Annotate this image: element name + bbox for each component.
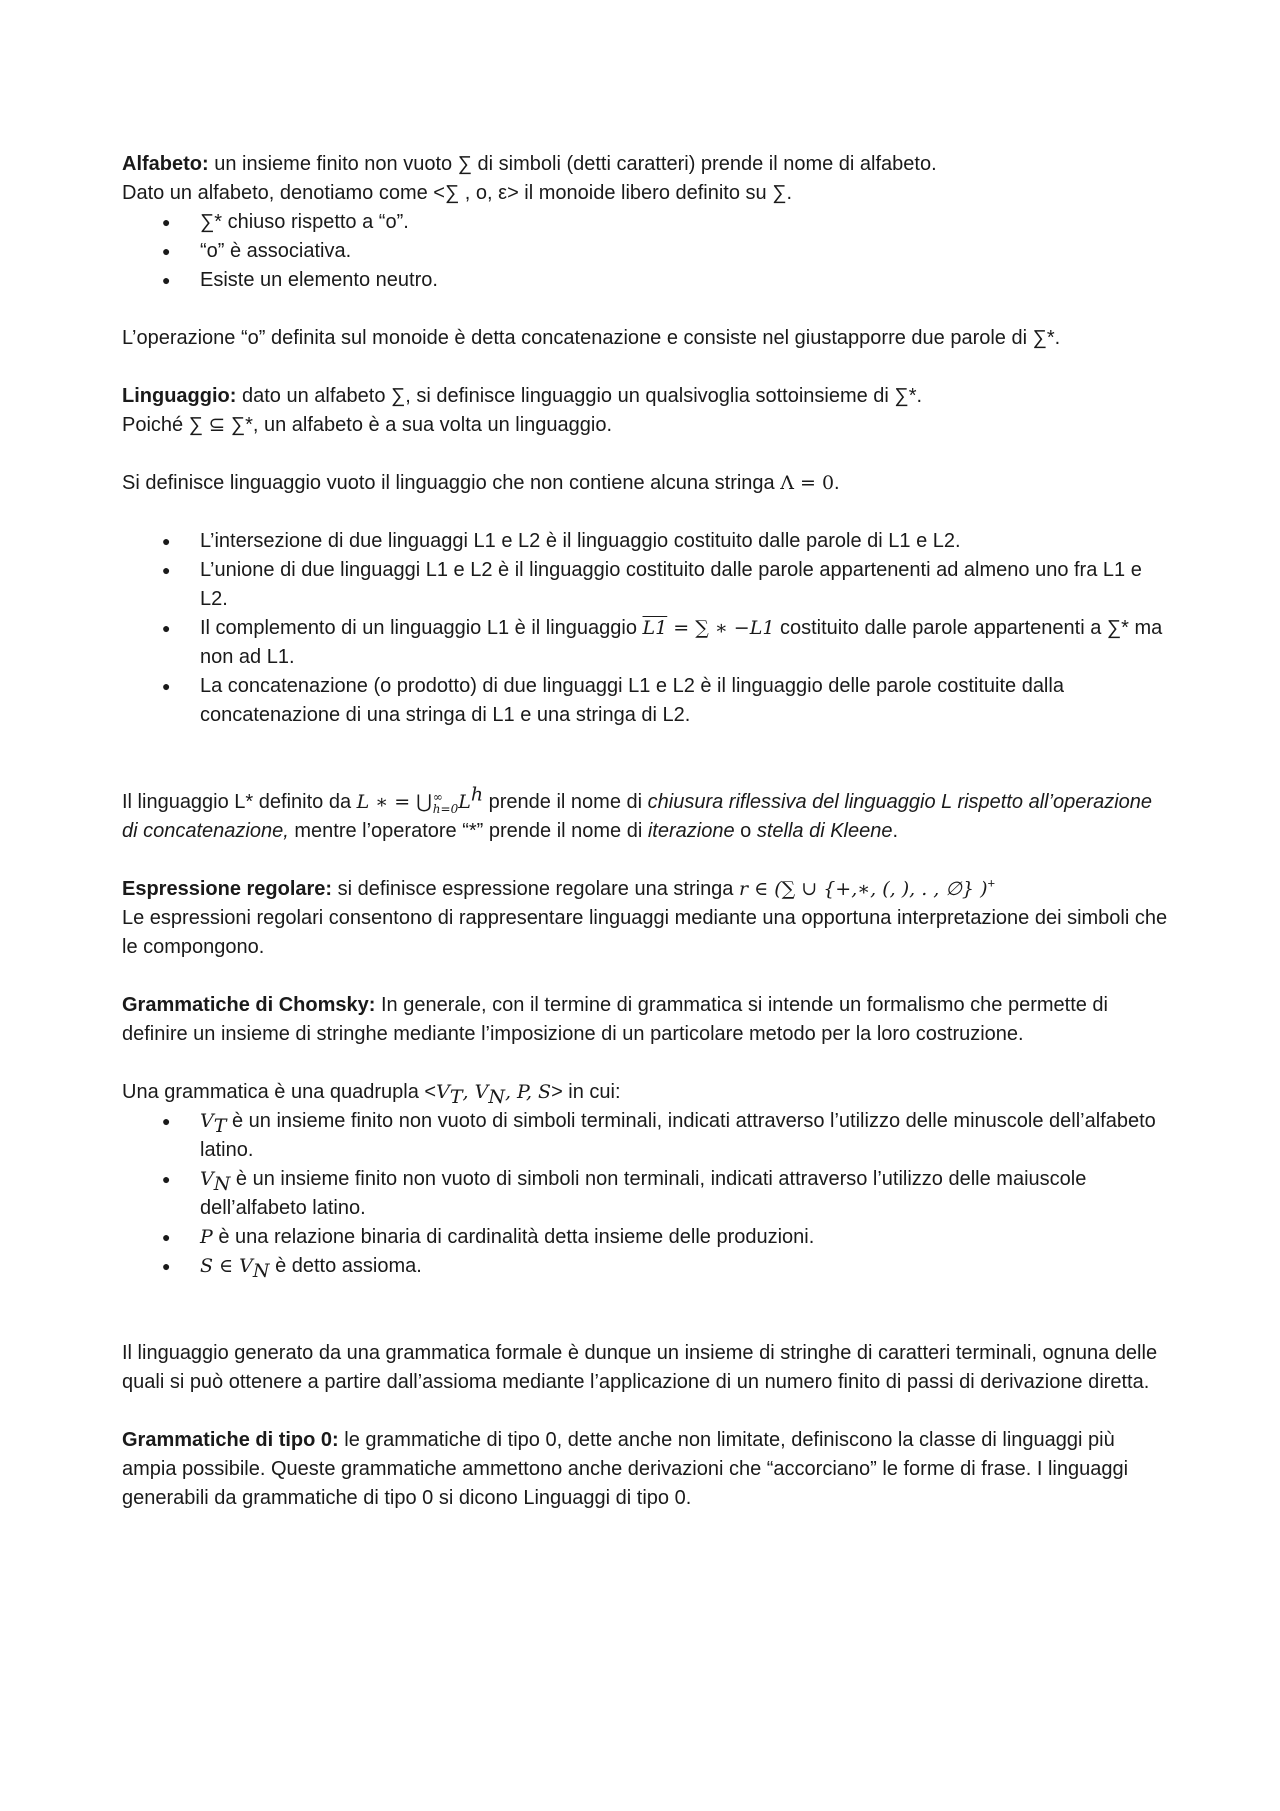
list-item: ● Il complemento di un linguaggio L1 è il linguaggio L1 = ∑ ∗ −L1 costituito dalle parole appartenenti a ∑* ma non ad L1. <box>122 614 1172 672</box>
union-symbol: ⋃ <box>416 791 432 813</box>
espressione-regolare-definition: Espressione regolare: si definisce espressione regolare una stringa r ∈ (∑ ∪ {+,∗, (, ), . , ∅} )+ <box>122 875 996 900</box>
alfabeto-label: Alfabeto: <box>122 153 209 175</box>
tipo0-definition: Grammatiche di tipo 0: le grammatiche di tipo 0, dette anche non limitate, definiscono la classe di linguaggi più ampia possibile. Queste grammatiche ammettono anche derivazioni che “accorciano” le forme di frase. I linguaggi generabili da grammatiche di tipo 0 si dicono Linguaggi di tipo 0. <box>122 1429 1129 1509</box>
list-item: ● La concatenazione (o prodotto) di due linguaggi L1 e L2 è il linguaggio delle parole costituite dalla concatenazione di una stringa di L1 e una stringa di L2. <box>122 672 1172 730</box>
list-item: ● “o” è associativa. <box>122 237 1172 266</box>
linguaggio-vuoto-paragraph: Si definisce linguaggio vuoto il linguaggio che non contiene alcuna stringa Λ = 0. <box>122 472 840 494</box>
document-page <box>122 150 1172 1513</box>
grammar-components-list <box>122 1107 1172 1281</box>
list-item: ● L’intersezione di due linguaggi L1 e L2 è il linguaggio costituito dalle parole di L1 e L2. <box>122 527 1172 556</box>
concatenazione-paragraph: L’operazione “o” definita sul monoide è detta concatenazione e consiste nel giustapporre due parole di ∑*. <box>122 327 1061 349</box>
linguaggio-definition: Linguaggio: dato un alfabeto ∑, si definisce linguaggio un qualsivoglia sottoinsieme di ∑*. <box>122 385 923 407</box>
list-item: ● L’unione di due linguaggi L1 e L2 è il linguaggio costituito dalle parole appartenenti ad almeno uno fra L1 e L2. <box>122 556 1172 614</box>
quadrupla-paragraph: Una grammatica è una quadrupla $<V_T$, $V_N$, P, S> in cui: <box>122 1081 621 1108</box>
kleene-paragraph: Il linguaggio L* definito da L ∗ = ⋃ ∞ h=0 $L^h$ prende il nome di chiusura riflessiva del linguaggio L rispetto all’operazione di concatenazione, mentre l’operatore “*” prende il nome di iterazione o stella di Kleene. <box>122 783 1153 842</box>
alfabeto-definition: Alfabeto: un insieme finito non vuoto ∑ di simboli (detti caratteri) prende il nome di alfabeto. <box>122 153 937 175</box>
tipo0-label: Grammatiche di tipo 0: <box>122 1429 339 1451</box>
regex-formula: r ∈ (∑ ∪ {+,∗, (, ), . , ∅} ) <box>739 878 988 900</box>
chomsky-definition: Grammatiche di Chomsky: In generale, con il termine di grammatica si intende un formalismo che permette di definire un insieme di stringhe mediante l’imposizione di un particolare metodo per la loro costruzione. <box>122 994 1108 1045</box>
linguaggio-label: Linguaggio: <box>122 385 237 407</box>
monoide-properties-list <box>122 208 1172 295</box>
empty-language-formula: Λ = 0 <box>780 472 835 494</box>
union-limits: ∞ h=0 <box>432 789 459 816</box>
espressione-paragraph: Le espressioni regolari consentono di rappresentare linguaggi mediante una opportuna interpretazione dei simboli che le compongono. <box>122 907 1168 958</box>
complement-formula-bar: L1 <box>642 617 668 639</box>
monoide-definition: Dato un alfabeto, denotiamo come <∑ , o, ε> il monoide libero definito su ∑. <box>122 182 793 204</box>
list-item: ● S ∈ $V_N$ è detto assioma. <box>122 1252 1172 1281</box>
espressione-label: Espressione regolare: <box>122 878 333 900</box>
kleene-formula-lhs: L ∗ = <box>356 791 417 813</box>
list-item: ● $V_N$ è un insieme finito non vuoto di simboli non terminali, indicati attraverso l’utilizzo delle maiuscole dell’alfabeto latino. <box>122 1165 1172 1223</box>
list-item: ● ∑* chiuso rispetto a “o”. <box>122 208 1172 237</box>
language-operations-list <box>122 527 1172 730</box>
alfabeto-linguaggio-paragraph: Poiché ∑ ⊆ ∑*, un alfabeto è a sua volta un linguaggio. <box>122 414 613 436</box>
complement-formula: = ∑ ∗ −L1 <box>667 617 775 639</box>
chomsky-label: Grammatiche di Chomsky: <box>122 994 376 1016</box>
linguaggio-generato-paragraph: Il linguaggio generato da una grammatica formale è dunque un insieme di stringhe di caratteri terminali, ognuna delle quali si può ottenere a partire dall’assioma mediante l’applicazione di un numero finito di passi di derivazione diretta. <box>122 1342 1158 1393</box>
list-item: ● Esiste un elemento neutro. <box>122 266 1172 295</box>
list-item: ● $V_T$ è un insieme finito non vuoto di simboli terminali, indicati attraverso l’utilizzo delle minuscole dell’alfabeto latino. <box>122 1107 1172 1165</box>
list-item: ● P è una relazione binaria di cardinalità detta insieme delle produzioni. <box>122 1223 1172 1252</box>
